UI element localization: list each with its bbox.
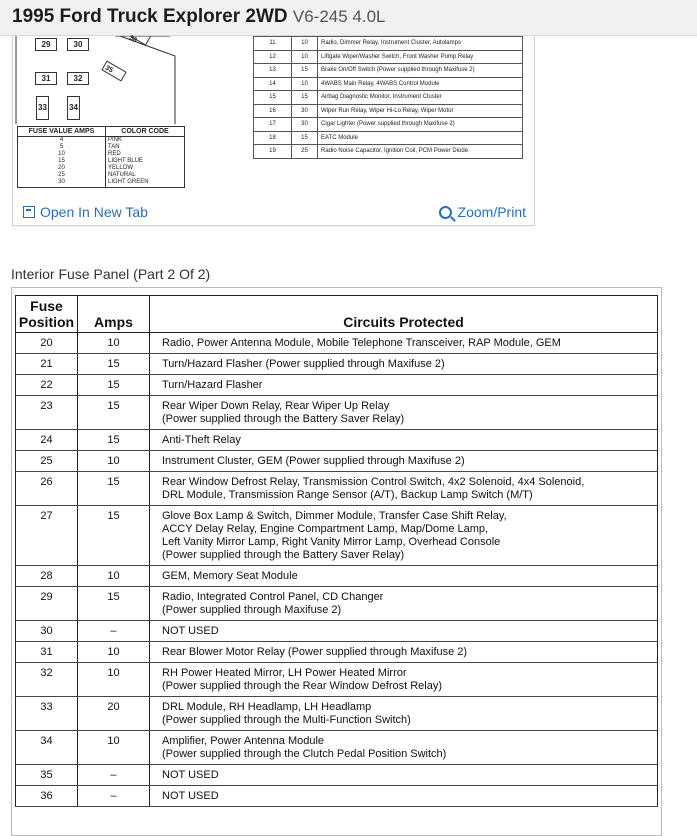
color-value: TAN: [106, 144, 185, 151]
page-title: [12, 6, 386, 28]
fuse-amps: 15: [78, 506, 150, 566]
circuits-protected: [150, 642, 658, 663]
circuits-protected: [150, 472, 658, 506]
circuit-line: Rear Window Defrost Relay, Transmission Control Switch, 4x2 Solenoid, 4x4 Solenoid,: [162, 476, 585, 488]
fuse-amps: 15: [78, 430, 150, 451]
fuse-amps: 15: [78, 587, 150, 621]
amp-value: 30: [18, 179, 106, 188]
circuit-line: DRL Module, Transmission Range Sensor (A/T), Backup Lamp Switch (M/T): [162, 489, 533, 501]
header-position-line: Position: [18, 314, 75, 330]
prev-cell-pos: 19: [254, 145, 292, 159]
fuse-position: 30: [16, 621, 78, 642]
prev-cell-pos: 12: [254, 50, 292, 64]
circuits-protected: [150, 663, 658, 697]
circuit-line: Glove Box Lamp & Switch, Dimmer Module, Transfer Case Shift Relay,: [162, 510, 507, 522]
fuse-position: 32: [16, 663, 78, 697]
title-bar: [0, 0, 697, 36]
prev-cell-amps: 10: [292, 77, 318, 91]
color-code-header-amps: FUSE VALUE AMPS: [18, 127, 106, 137]
fuse-position: 23: [16, 396, 78, 430]
circuit-line: NOT USED: [162, 790, 219, 802]
fuse-position: 35: [16, 765, 78, 786]
prev-cell-pos: 15: [254, 91, 292, 105]
fuse-position: 28: [16, 566, 78, 587]
color-value: LIGHT GREEN: [106, 179, 185, 188]
prev-table-row: [254, 145, 523, 159]
fuse-amps: 10: [78, 642, 150, 663]
fuse-amps: –: [78, 765, 150, 786]
open-external-icon: [23, 206, 35, 218]
circuits-protected: [150, 430, 658, 451]
circuits-protected: [150, 697, 658, 731]
fuse-amps: –: [78, 786, 150, 807]
fuse-row-25: [16, 451, 658, 472]
circuit-line: NOT USED: [162, 625, 219, 637]
circuit-line: Left Vanity Mirror Lamp, Right Vanity Mirror Lamp, Overhead Console: [162, 536, 501, 548]
fuse-row-23: [16, 396, 658, 430]
color-value: RED: [106, 151, 185, 158]
fuse-position: 33: [16, 697, 78, 731]
circuit-line: (Power supplied through the Multi-Function Switch): [162, 714, 411, 726]
circuit-line: DRL Module, RH Headlamp, LH Headlamp: [162, 701, 372, 713]
circuit-line: (Power supplied through Maxifuse 2): [162, 604, 342, 616]
fuse-position: 34: [16, 731, 78, 765]
engine-label: V6-245 4.0L: [292, 7, 386, 26]
circuit-line: Instrument Cluster, GEM (Power supplied through Maxifuse 2): [162, 455, 465, 467]
prev-cell-circ: EATC Module: [318, 131, 523, 145]
prev-cell-amps: 30: [292, 104, 318, 118]
fuse-position: 20: [16, 333, 78, 354]
prev-table-row: [254, 104, 523, 118]
prev-cell-amps: 15: [292, 91, 318, 105]
fuse-position: 27: [16, 506, 78, 566]
fuse-amps: 15: [78, 472, 150, 506]
circuits-protected: [150, 731, 658, 765]
circuit-line: (Power supplied through the Battery Saver Relay): [162, 549, 405, 561]
circuits-protected: [150, 506, 658, 566]
fuse-row-33: [16, 697, 658, 731]
circuit-line: ACCY Delay Relay, Engine Compartment Lamp, Map/Dome Lamp,: [162, 523, 489, 535]
circuits-protected: [150, 354, 658, 375]
circuit-line: Anti-Theft Relay: [162, 434, 241, 446]
prev-cell-circ: Radio, Dimmer Relay, Instrument Cluster, Autolamps: [318, 37, 523, 51]
prev-cell-amps: 15: [292, 64, 318, 78]
fuse-row-27: [16, 506, 658, 566]
fuse-box-34: 34: [67, 96, 80, 120]
open-in-new-tab-link[interactable]: [23, 204, 148, 220]
fuse-row-36: [16, 786, 658, 807]
prev-cell-circ: Airbag Diagnostic Monitor, Instrument Cluster: [318, 91, 523, 105]
fuse-row-22: [16, 375, 658, 396]
amp-value: 20: [18, 165, 106, 172]
prev-cell-circ: Brake On/Off Switch (Power supplied through Maxifuse 2): [318, 64, 523, 78]
prev-table-row: [254, 64, 523, 78]
previous-image-card: [12, 36, 535, 226]
prev-cell-pos: 17: [254, 118, 292, 132]
circuit-line: Radio, Power Antenna Module, Mobile Telephone Transceiver, RAP Module, GEM: [162, 337, 561, 349]
prev-table-row: [254, 91, 523, 105]
fuse-table: [15, 295, 658, 807]
fuse-amps: 10: [78, 451, 150, 472]
fuse-position: 21: [16, 354, 78, 375]
prev-table-row: [254, 131, 523, 145]
prev-cell-amps: 30: [292, 118, 318, 132]
fuse-amps: 10: [78, 566, 150, 587]
prev-cell-circ: Cigar Lighter (Power supplied through Maxifuse 2): [318, 118, 523, 132]
prev-cell-circ: Wiper Run Relay, Wiper Hi-Lo Relay, Wiper Motor: [318, 104, 523, 118]
fuse-position: 31: [16, 642, 78, 663]
circuit-line: Rear Wiper Down Relay, Rear Wiper Up Relay: [162, 400, 390, 412]
zoom-print-label: Zoom/Print: [457, 204, 526, 220]
prev-cell-circ: Radio Noise Capacitor, Ignition Coil, PCM Power Diode: [318, 145, 523, 159]
amp-value: 10: [18, 151, 106, 158]
circuit-line: Radio, Integrated Control Panel, CD Changer: [162, 591, 384, 603]
amp-value: 25: [18, 172, 106, 179]
prev-cell-pos: 13: [254, 64, 292, 78]
open-in-new-tab-label: Open In New Tab: [40, 204, 148, 220]
amp-value: 4: [18, 137, 106, 145]
fuse-row-29: [16, 587, 658, 621]
circuits-protected: [150, 587, 658, 621]
prev-table-row: [254, 37, 523, 51]
prev-cell-pos: 11: [254, 37, 292, 51]
circuit-line: (Power supplied through the Battery Saver Relay): [162, 413, 405, 425]
vehicle-title: 1995 Ford Truck Explorer 2WD: [12, 6, 288, 27]
fuse-box-30: 30: [67, 38, 89, 51]
color-value: LIGHT BLUE: [106, 158, 185, 165]
fuse-row-28: [16, 566, 658, 587]
circuits-protected: [150, 375, 658, 396]
circuits-protected: [150, 786, 658, 807]
magnifier-icon: [439, 206, 452, 219]
circuit-line: (Power supplied through the Clutch Pedal Position Switch): [162, 748, 447, 760]
circuit-line: (Power supplied through the Rear Window Defrost Relay): [162, 680, 443, 692]
circuits-protected: [150, 396, 658, 430]
color-value: PINK: [106, 137, 185, 145]
header-fuse-position: [16, 296, 78, 333]
prev-cell-circ: 4WABS Main Relay, 4WABS Control Module: [318, 77, 523, 91]
color-code-table: [17, 126, 185, 188]
prev-cell-amps: 10: [292, 50, 318, 64]
prev-table-row: [254, 77, 523, 91]
fuse-row-34: [16, 731, 658, 765]
previous-fuse-table: [253, 36, 523, 159]
prev-cell-circ: Liftgate Wiper/Washer Switch, Front Washer Pump Relay: [318, 50, 523, 64]
circuit-line: GEM, Memory Seat Module: [162, 570, 298, 582]
fuse-position: 24: [16, 430, 78, 451]
fuse-amps: 15: [78, 354, 150, 375]
fuse-amps: 10: [78, 731, 150, 765]
amp-value: 15: [18, 158, 106, 165]
fuse-position: 29: [16, 587, 78, 621]
circuits-protected: [150, 451, 658, 472]
prev-cell-pos: 14: [254, 77, 292, 91]
fuse-position: 22: [16, 375, 78, 396]
fuse-box-32: 32: [67, 72, 89, 85]
fuse-row-32: [16, 663, 658, 697]
circuit-line: Turn/Hazard Flasher: [162, 379, 263, 391]
fuse-amps: 15: [78, 375, 150, 396]
circuit-line: NOT USED: [162, 769, 219, 781]
amp-value: 5: [18, 144, 106, 151]
fuse-row-21: [16, 354, 658, 375]
fuse-position: 25: [16, 451, 78, 472]
header-fuse-line: Fuse: [30, 298, 63, 314]
fuse-panel-diagram: [15, 36, 185, 196]
fuse-label-35: 35: [103, 64, 115, 75]
fuse-row-24: [16, 430, 658, 451]
prev-cell-pos: 18: [254, 131, 292, 145]
fuse-table-image: [11, 287, 662, 836]
header-amps: Amps: [78, 296, 150, 333]
fuse-row-31: [16, 642, 658, 663]
circuits-protected: [150, 765, 658, 786]
circuits-protected: [150, 566, 658, 587]
figure-caption: Interior Fuse Panel (Part 2 Of 2): [11, 266, 211, 282]
zoom-print-link[interactable]: [439, 204, 526, 220]
color-value: YELLOW: [106, 165, 185, 172]
color-value: NATURAL: [106, 172, 185, 179]
circuit-line: Amplifier, Power Antenna Module: [162, 735, 325, 747]
header-circuits-protected: Circuits Protected: [150, 296, 658, 333]
circuit-line: RH Power Heated Mirror, LH Power Heated Mirror: [162, 667, 407, 679]
card-footer: [13, 200, 534, 226]
fuse-position: 36: [16, 786, 78, 807]
fuse-position: 26: [16, 472, 78, 506]
fuse-row-30: [16, 621, 658, 642]
fuse-box-31: 31: [35, 72, 57, 85]
fuse-amps: 10: [78, 663, 150, 697]
fuse-label-36: 36: [127, 34, 139, 45]
fuse-amps: 10: [78, 333, 150, 354]
prev-table-row: [254, 118, 523, 132]
fuse-row-35: [16, 765, 658, 786]
fuse-box-33: 33: [36, 96, 49, 120]
fuse-amps: –: [78, 621, 150, 642]
prev-table-row: [254, 50, 523, 64]
prev-cell-amps: 10: [292, 37, 318, 51]
fuse-table-header: [16, 296, 658, 333]
prev-cell-amps: 25: [292, 145, 318, 159]
fuse-row-26: [16, 472, 658, 506]
prev-cell-amps: 15: [292, 131, 318, 145]
fuse-row-20: [16, 333, 658, 354]
fuse-amps: 20: [78, 697, 150, 731]
fuse-amps: 15: [78, 396, 150, 430]
circuits-protected: [150, 333, 658, 354]
fuse-box-29: 29: [35, 38, 57, 51]
circuit-line: Rear Blower Motor Relay (Power supplied through Maxifuse 2): [162, 646, 468, 658]
prev-cell-pos: 16: [254, 104, 292, 118]
circuit-line: Turn/Hazard Flasher (Power supplied through Maxifuse 2): [162, 358, 445, 370]
circuits-protected: [150, 621, 658, 642]
color-code-header-color: COLOR CODE: [106, 127, 185, 137]
